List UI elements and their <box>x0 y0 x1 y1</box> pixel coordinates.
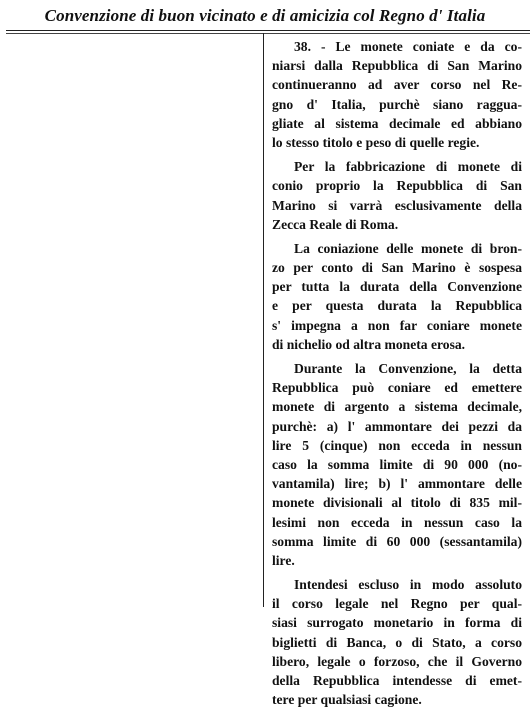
text-line: di nichelio od altra moneta erosa. <box>272 336 466 352</box>
article-text-column <box>272 37 522 714</box>
text-line: monete divisionali al titolo di 835 mil- <box>272 495 522 511</box>
text-line: lo stesso titolo e peso di quelle regie. <box>272 134 480 150</box>
text-line: e per questa durata la Repubblica <box>272 298 522 314</box>
page-header <box>0 0 530 36</box>
text-line: Marino si varrà esclusivamente della <box>272 197 522 213</box>
text-line: 38. - Le monete coniate e da co- <box>294 39 522 54</box>
header-rule <box>6 30 530 31</box>
text-line: gliate al sistema decimale ed abbiano <box>272 115 522 131</box>
text-line: purchè: a) l' ammontare dei pezzi da <box>272 418 522 434</box>
paragraph <box>272 157 522 234</box>
text-line: gno d' Italia, purchè siano raggua- <box>272 96 522 112</box>
paragraph <box>272 575 522 709</box>
paragraph <box>272 359 522 570</box>
text-line: Per la fabbricazione di monete di <box>294 159 522 175</box>
text-line: lesimi non ecceda in nessun caso la <box>272 514 522 530</box>
text-line: lire. <box>272 552 295 568</box>
text-line: libero, legale o forzoso, che il Governo <box>272 653 522 669</box>
text-line: monete di argento a sistema decimale, <box>272 399 522 415</box>
text-line: della Repubblica intendesse di emet- <box>272 673 522 688</box>
text-line: somma limite di 60 000 (sessantamila) <box>272 533 522 549</box>
text-line: vantamila) lire; b) l' ammontare delle <box>272 476 522 492</box>
text-line: Zecca Reale di Roma. <box>272 216 399 232</box>
text-line: Repubblica può coniare ed emettere <box>272 380 522 396</box>
text-line: biglietti di Banca, o di Stato, a corso <box>272 634 522 650</box>
text-line: zo per conto di San Marino è sospesa <box>272 260 522 276</box>
column-divider <box>263 33 264 607</box>
text-line: il corso legale nel Regno per qual- <box>272 596 522 612</box>
text-line: niarsi dalla Repubblica di San Marino <box>272 58 522 74</box>
text-line: conio proprio la Repubblica di San <box>272 178 522 194</box>
text-line: siasi surrogato monetario in forma di <box>272 615 522 631</box>
text-line: La coniazione delle monete di bron- <box>294 240 522 256</box>
header-rule-secondary <box>6 33 530 34</box>
text-line: s' impegna a non far coniare monete <box>272 317 522 333</box>
paragraph <box>272 239 522 354</box>
text-line: Intendesi escluso in modo assoluto <box>294 577 522 593</box>
text-line: lire 5 (cinque) non ecceda in nessun <box>272 437 522 453</box>
text-line: per tutta la durata della Convenzione <box>272 279 522 295</box>
text-line: caso la somma limite di 90 000 (no- <box>272 456 522 472</box>
text-line: tere per qualsiasi cagione. <box>272 692 422 708</box>
paragraph <box>272 37 522 152</box>
text-line: continueranno ad aver corso nel Re- <box>272 77 522 93</box>
running-title: Convenzione di buon vicinato e di amicizia col Regno d' Italia <box>44 6 486 25</box>
text-line: Durante la Convenzione, la detta <box>294 361 522 376</box>
